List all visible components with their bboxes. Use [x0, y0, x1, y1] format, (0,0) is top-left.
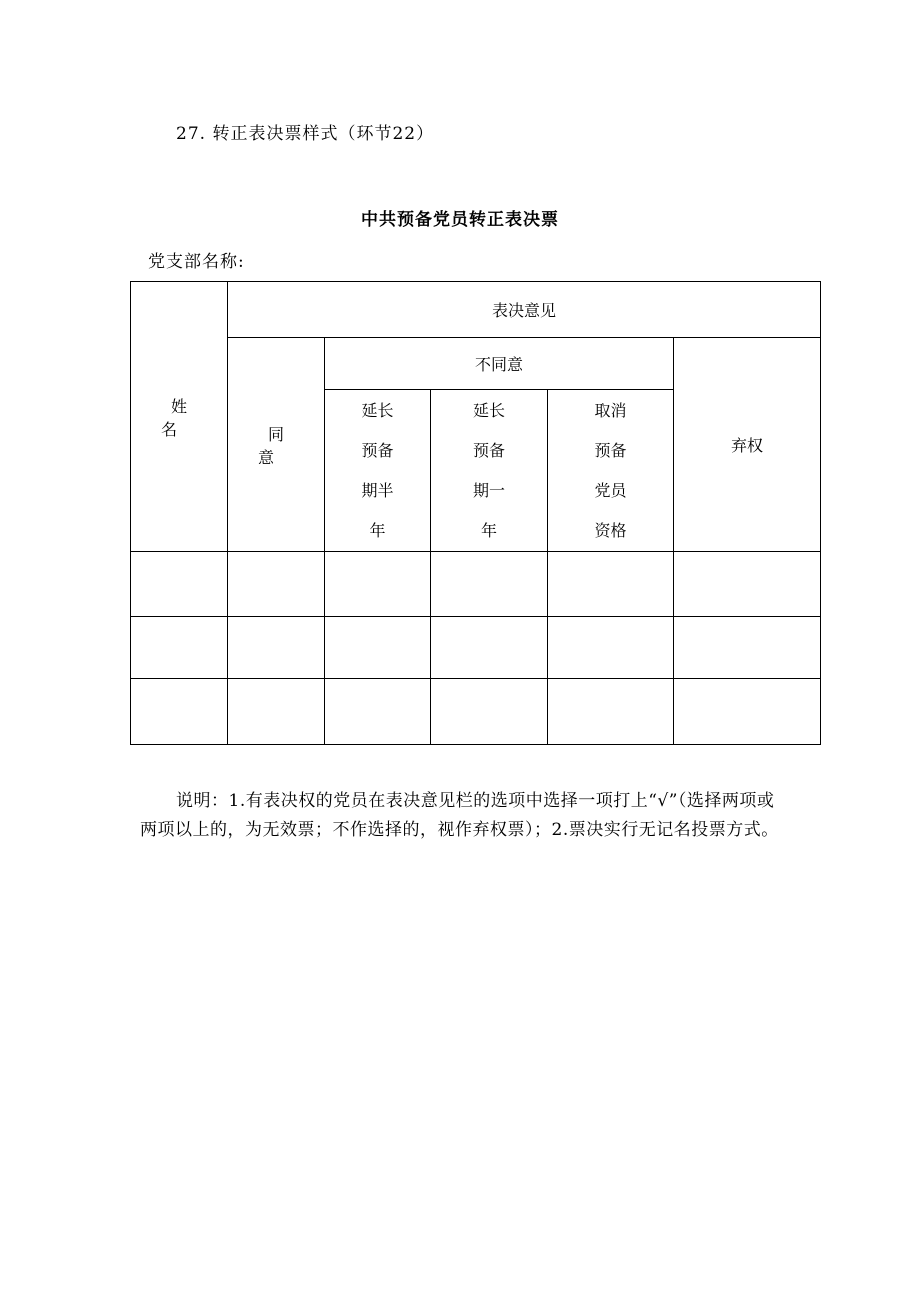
abstain-column-header: 弃权 [674, 338, 821, 552]
table-row [131, 617, 821, 679]
extend-half-year-cell[interactable] [325, 617, 431, 679]
cancel-membership-cell[interactable] [548, 679, 674, 745]
section-heading: 27. 转正表决票样式（环节22） [176, 124, 435, 144]
vote-opinion-header: 表决意见 [228, 282, 821, 338]
branch-name-label: 党支部名称: [148, 252, 245, 272]
extend-one-year-header: 延长 预备 期一 年 [431, 390, 548, 552]
ballot-table [130, 281, 821, 745]
abstain-cell[interactable] [674, 552, 821, 617]
extend-one-year-cell[interactable] [431, 617, 548, 679]
extend-half-year-cell[interactable] [325, 679, 431, 745]
cancel-membership-cell[interactable] [548, 617, 674, 679]
extend-half-year-cell[interactable] [325, 552, 431, 617]
cancel-membership-cell[interactable] [548, 552, 674, 617]
agree-cell[interactable] [228, 679, 325, 745]
name-cell[interactable] [131, 617, 228, 679]
extend-one-year-cell[interactable] [431, 679, 548, 745]
agree-cell[interactable] [228, 617, 325, 679]
disagree-group-header: 不同意 [325, 338, 674, 390]
agree-column-header: 同 意 [228, 338, 325, 552]
instructions-note: 说明：1.有表决权的党员在表决意见栏的选项中选择一项打上“√”（选择两项或两项以上的，为无效票；不作选择的，视作弃权票）；2.票决实行无记名投票方式。 [140, 791, 779, 840]
extend-half-year-header: 延长 预备 期半 年 [325, 390, 431, 552]
name-cell[interactable] [131, 552, 228, 617]
abstain-cell[interactable] [674, 679, 821, 745]
table-row [131, 552, 821, 617]
cancel-membership-header: 取消 预备 党员 资格 [548, 390, 674, 552]
ballot-title: 中共预备党员转正表决票 [361, 210, 559, 230]
table-row [131, 679, 821, 745]
agree-cell[interactable] [228, 552, 325, 617]
extend-one-year-cell[interactable] [431, 552, 548, 617]
name-cell[interactable] [131, 679, 228, 745]
abstain-cell[interactable] [674, 617, 821, 679]
name-column-header: 姓 名 [131, 282, 228, 552]
